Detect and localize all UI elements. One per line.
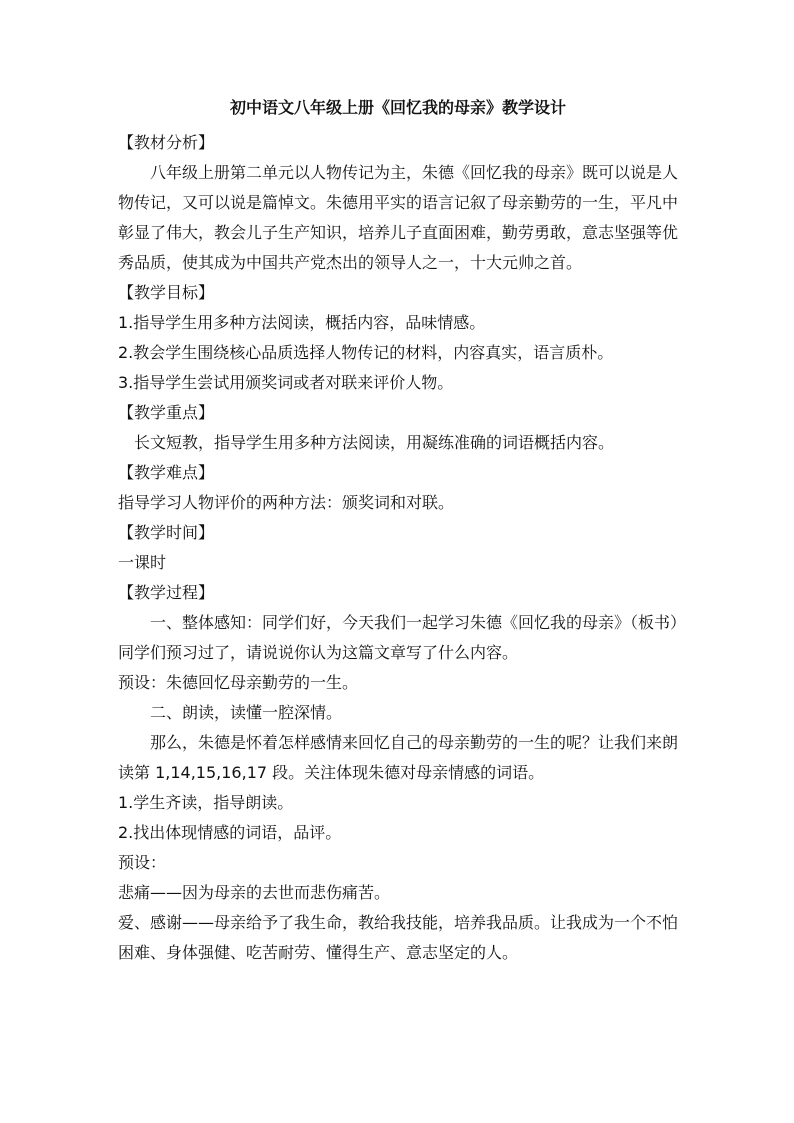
process-paragraph-5: 1.学生齐读，指导朗读。	[118, 793, 294, 812]
goal-item-2: 2.教会学生围绕核心品质选择人物传记的材料，内容真实，语言质朴。	[118, 343, 614, 362]
document-title: 初中语文八年级上册《回忆我的母亲》教学设计	[229, 98, 566, 117]
process-paragraph-3: 二、朗读，读懂一腔深情。	[150, 703, 343, 722]
process-paragraph-1: 一、整体感知：同学们好，今天我们一起学习朱德《回忆我的母亲》（板书）同学们预习过了，请说说你认为这篇文章写了什么内容。	[118, 613, 679, 662]
process-paragraph-6: 2.找出体现情感的词语，品评。	[118, 823, 342, 842]
analysis-paragraph: 八年级上册第二单元以人物传记为主，朱德《回忆我的母亲》既可以说是人物传记，又可以说是篇悼文。朱德用平实的语言记叙了母亲勤劳的一生，平凡中彰显了伟大，教会儿子生产知识，培养儿子直面困难，勤劳勇敢，意志坚强等优秀品质，使其成为中国共产党杰出的领导人之一，十大元帅之首。	[118, 163, 679, 272]
process-paragraph-7: 预设：	[118, 853, 167, 872]
goal-item-1: 1.指导学生用多种方法阅读，概括内容，品味情感。	[118, 313, 486, 332]
process-paragraph-9: 爱、感谢——母亲给予了我生命，教给我技能，培养我品质。让我成为一个不怕困难、身体强健、吃苦耐劳、懂得生产、意志坚定的人。	[118, 913, 679, 962]
process-paragraph-4: 那么，朱德是怀着怎样感情来回忆自己的母亲勤劳的一生的呢？让我们来朗读第 1,14,15,16,17 段。关注体现朱德对母亲情感的词语。	[118, 733, 679, 782]
focus-paragraph: 长文短教，指导学生用多种方法阅读，用凝练准确的词语概括内容。	[134, 433, 615, 452]
goal-item-3: 3.指导学生尝试用颁奖词或者对联来评价人物。	[118, 373, 454, 392]
goals-heading: 【教学目标】	[118, 283, 215, 302]
focus-heading: 【教学重点】	[118, 403, 215, 422]
time-paragraph: 一课时	[118, 553, 167, 572]
analysis-heading: 【教材分析】	[118, 133, 215, 152]
document-page	[118, 96, 678, 968]
process-paragraph-8: 悲痛——因为母亲的去世而悲伤痛苦。	[118, 883, 391, 902]
difficulty-paragraph: 指导学习人物评价的两种方法：颁奖词和对联。	[118, 493, 455, 512]
process-paragraph-2: 预设：朱德回忆母亲勤劳的一生。	[118, 673, 359, 692]
difficulty-heading: 【教学难点】	[118, 463, 215, 482]
process-heading: 【教学过程】	[118, 583, 215, 602]
time-heading: 【教学时间】	[118, 523, 215, 542]
